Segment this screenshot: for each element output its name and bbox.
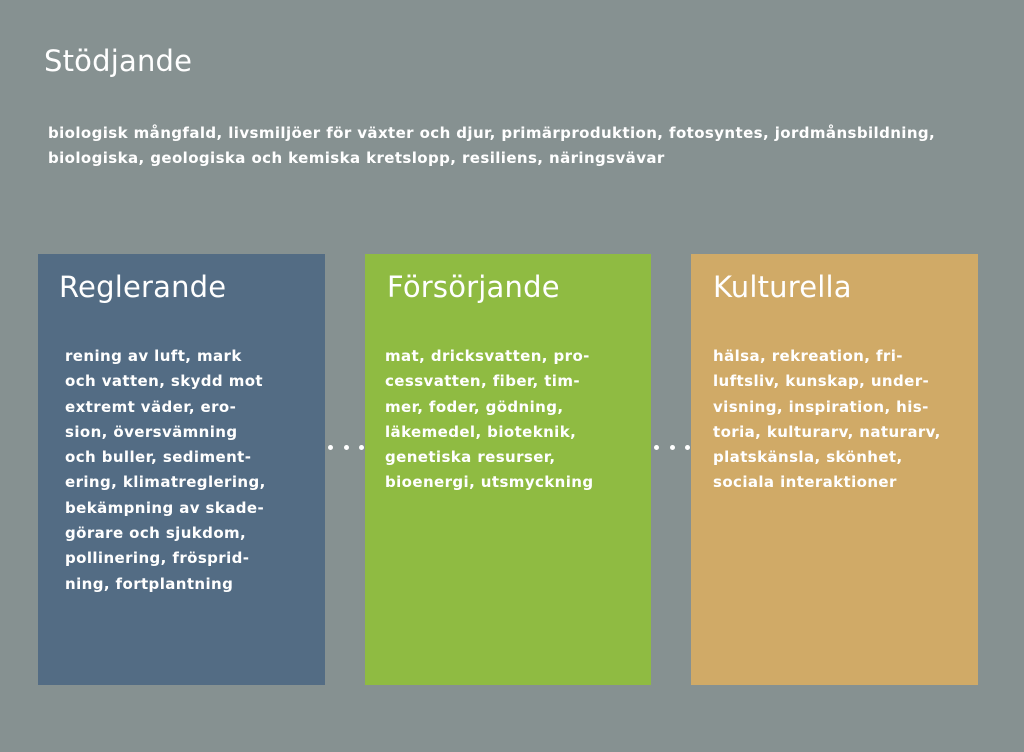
connector-dot	[654, 445, 659, 450]
provisioning-title: Försörjande	[387, 270, 560, 304]
provisioning-line: cessvatten, fiber, tim-	[385, 372, 580, 391]
regulating-line: och vatten, skydd mot	[65, 372, 263, 391]
connector-dot	[328, 445, 333, 450]
regulating-line: görare och sjukdom,	[65, 524, 247, 543]
provisioning-line: mer, foder, gödning,	[385, 397, 564, 416]
supporting-line: biologisk mångfald, livsmiljöer för växter och djur, primärproduktion, fotosyntes, jordmånsbildning,	[48, 124, 936, 142]
cultural-line: hälsa, rekreation, fri-	[713, 347, 903, 365]
provisioning-card	[365, 254, 651, 685]
provisioning-line: genetiska resurser,	[385, 448, 556, 467]
cultural-line: toria, kulturarv, naturarv,	[713, 422, 941, 441]
regulating-description	[65, 344, 266, 597]
dotted-connector	[328, 444, 364, 450]
cultural-card	[691, 254, 978, 685]
regulating-line: och buller, sediment-	[65, 448, 252, 467]
supporting-line: biologiska, geologiska och kemiska kretslopp, resiliens, näringsvävar	[48, 149, 665, 167]
regulating-line: ering, klimatreglering,	[65, 473, 266, 492]
provisioning-description	[385, 344, 594, 496]
regulating-card	[38, 254, 325, 685]
connector-dot	[685, 445, 690, 450]
regulating-line: ning, fortplantning	[65, 574, 234, 593]
supporting-title: Stödjande	[44, 44, 193, 78]
cultural-line: sociala interaktioner	[713, 473, 897, 492]
regulating-title: Reglerande	[59, 270, 227, 304]
regulating-line: bekämpning av skade-	[65, 498, 265, 517]
cultural-line: luftsliv, kunskap, under-	[713, 372, 930, 391]
provisioning-line: läkemedel, bioteknik,	[385, 422, 577, 441]
supporting-description	[48, 121, 978, 171]
provisioning-line: bioenergi, utsmyckning	[385, 473, 594, 492]
connector-dot	[359, 445, 364, 450]
dotted-connector	[654, 444, 690, 450]
regulating-line: rening av luft, mark	[65, 347, 242, 365]
cultural-line: visning, inspiration, his-	[713, 397, 929, 416]
connector-dot	[344, 445, 349, 450]
regulating-line: extremt väder, ero-	[65, 397, 237, 416]
provisioning-line: mat, dricksvatten, pro-	[385, 347, 590, 365]
connector-dot	[670, 445, 675, 450]
cultural-description	[713, 344, 941, 496]
regulating-line: pollinering, frösprid-	[65, 549, 250, 568]
cultural-line: platskänsla, skönhet,	[713, 448, 903, 467]
cultural-title: Kulturella	[713, 270, 852, 304]
regulating-line: sion, översvämning	[65, 422, 238, 441]
